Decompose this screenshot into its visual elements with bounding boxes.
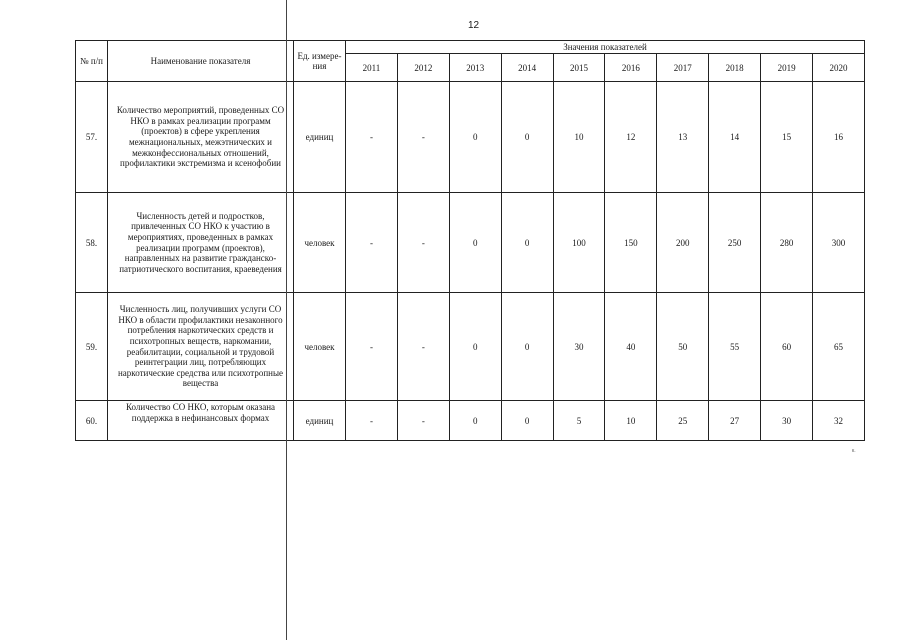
indicator-value: 10: [553, 82, 605, 193]
table-row: [76, 293, 865, 401]
indicator-value: -: [397, 293, 449, 401]
indicator-name: Количество мероприятий, проведенных СО НКО в рамках реализации программ (проектов) в сфере укрепления межнациональных, межэтнических и межконфессиональных отношений, профилактики экстремизма и ксенофобии: [108, 82, 294, 193]
indicator-value: 0: [449, 293, 501, 401]
indicator-value: 50: [657, 293, 709, 401]
header-year: 2019: [761, 54, 813, 82]
header-values-group: Значения показателей: [346, 41, 865, 54]
indicator-value: -: [346, 401, 398, 441]
indicator-value: 55: [709, 293, 761, 401]
indicator-value: 30: [553, 293, 605, 401]
indicator-value: 0: [449, 193, 501, 293]
indicator-value: 300: [813, 193, 865, 293]
indicator-value: -: [346, 82, 398, 193]
header-year: 2017: [657, 54, 709, 82]
indicator-value: 0: [501, 193, 553, 293]
header-name: Наименование показателя: [108, 41, 294, 82]
indicator-value: 25: [657, 401, 709, 441]
header-year: 2014: [501, 54, 553, 82]
indicator-value: -: [397, 193, 449, 293]
indicator-value: -: [346, 293, 398, 401]
indicator-value: 0: [449, 82, 501, 193]
header-year: 2015: [553, 54, 605, 82]
indicator-value: 250: [709, 193, 761, 293]
table-row: [76, 193, 865, 293]
indicator-unit: единиц: [294, 82, 346, 193]
header-year: 2011: [346, 54, 398, 82]
indicator-value: -: [346, 193, 398, 293]
indicator-value: 60: [761, 293, 813, 401]
indicator-name: Количество СО НКО, которым оказана поддержка в нефинансовых формах: [108, 401, 294, 441]
indicator-unit: единиц: [294, 401, 346, 441]
indicator-value: 32: [813, 401, 865, 441]
indicator-value: 5: [553, 401, 605, 441]
row-number: 60.: [76, 401, 108, 441]
indicator-value: 0: [501, 82, 553, 193]
table-row: [76, 82, 865, 193]
row-number: 57.: [76, 82, 108, 193]
indicator-value: 40: [605, 293, 657, 401]
indicator-value: 200: [657, 193, 709, 293]
indicator-value: 10: [605, 401, 657, 441]
indicator-value: 13: [657, 82, 709, 193]
header-year: 2013: [449, 54, 501, 82]
indicator-value: 16: [813, 82, 865, 193]
indicator-value: 100: [553, 193, 605, 293]
header-year: 2018: [709, 54, 761, 82]
indicator-value: 30: [761, 401, 813, 441]
indicator-unit: человек: [294, 193, 346, 293]
indicator-value: 15: [761, 82, 813, 193]
page-number: 12: [468, 20, 480, 31]
indicator-value: 12: [605, 82, 657, 193]
indicator-value: 150: [605, 193, 657, 293]
header-year: 2012: [397, 54, 449, 82]
indicator-unit: человек: [294, 293, 346, 401]
row-number: 59.: [76, 293, 108, 401]
indicator-value: 0: [501, 293, 553, 401]
indicator-value: 280: [761, 193, 813, 293]
indicator-value: 27: [709, 401, 761, 441]
row-number: 58.: [76, 193, 108, 293]
indicators-table: [75, 40, 865, 441]
indicator-name: Численность детей и подростков, привлеченных СО НКО к участию в мероприятиях, проведенных в рамках реализации программ (проектов), направленных на развитие гражданско-патриотического воспитания, краеведения: [108, 193, 294, 293]
indicator-value: -: [397, 401, 449, 441]
indicator-value: -: [397, 82, 449, 193]
header-num: № п/п: [76, 41, 108, 82]
header-year: 2020: [813, 54, 865, 82]
header-unit: Ед. измере-ния: [294, 41, 346, 82]
header-year: 2016: [605, 54, 657, 82]
table-row: [76, 401, 865, 441]
fold-line: [286, 0, 287, 640]
indicator-name: Численность лиц, получивших услуги СО НКО в области профилактики незаконного потребления наркотических средств и психотропных веществ, наркомании, реабилитации, социальной и трудовой реинтеграции лиц, потребляющих наркотические средства или психотропные вещества: [108, 293, 294, 401]
corner-mark: к.: [852, 448, 856, 454]
indicator-value: 65: [813, 293, 865, 401]
indicator-value: 14: [709, 82, 761, 193]
indicator-value: 0: [449, 401, 501, 441]
indicator-value: 0: [501, 401, 553, 441]
